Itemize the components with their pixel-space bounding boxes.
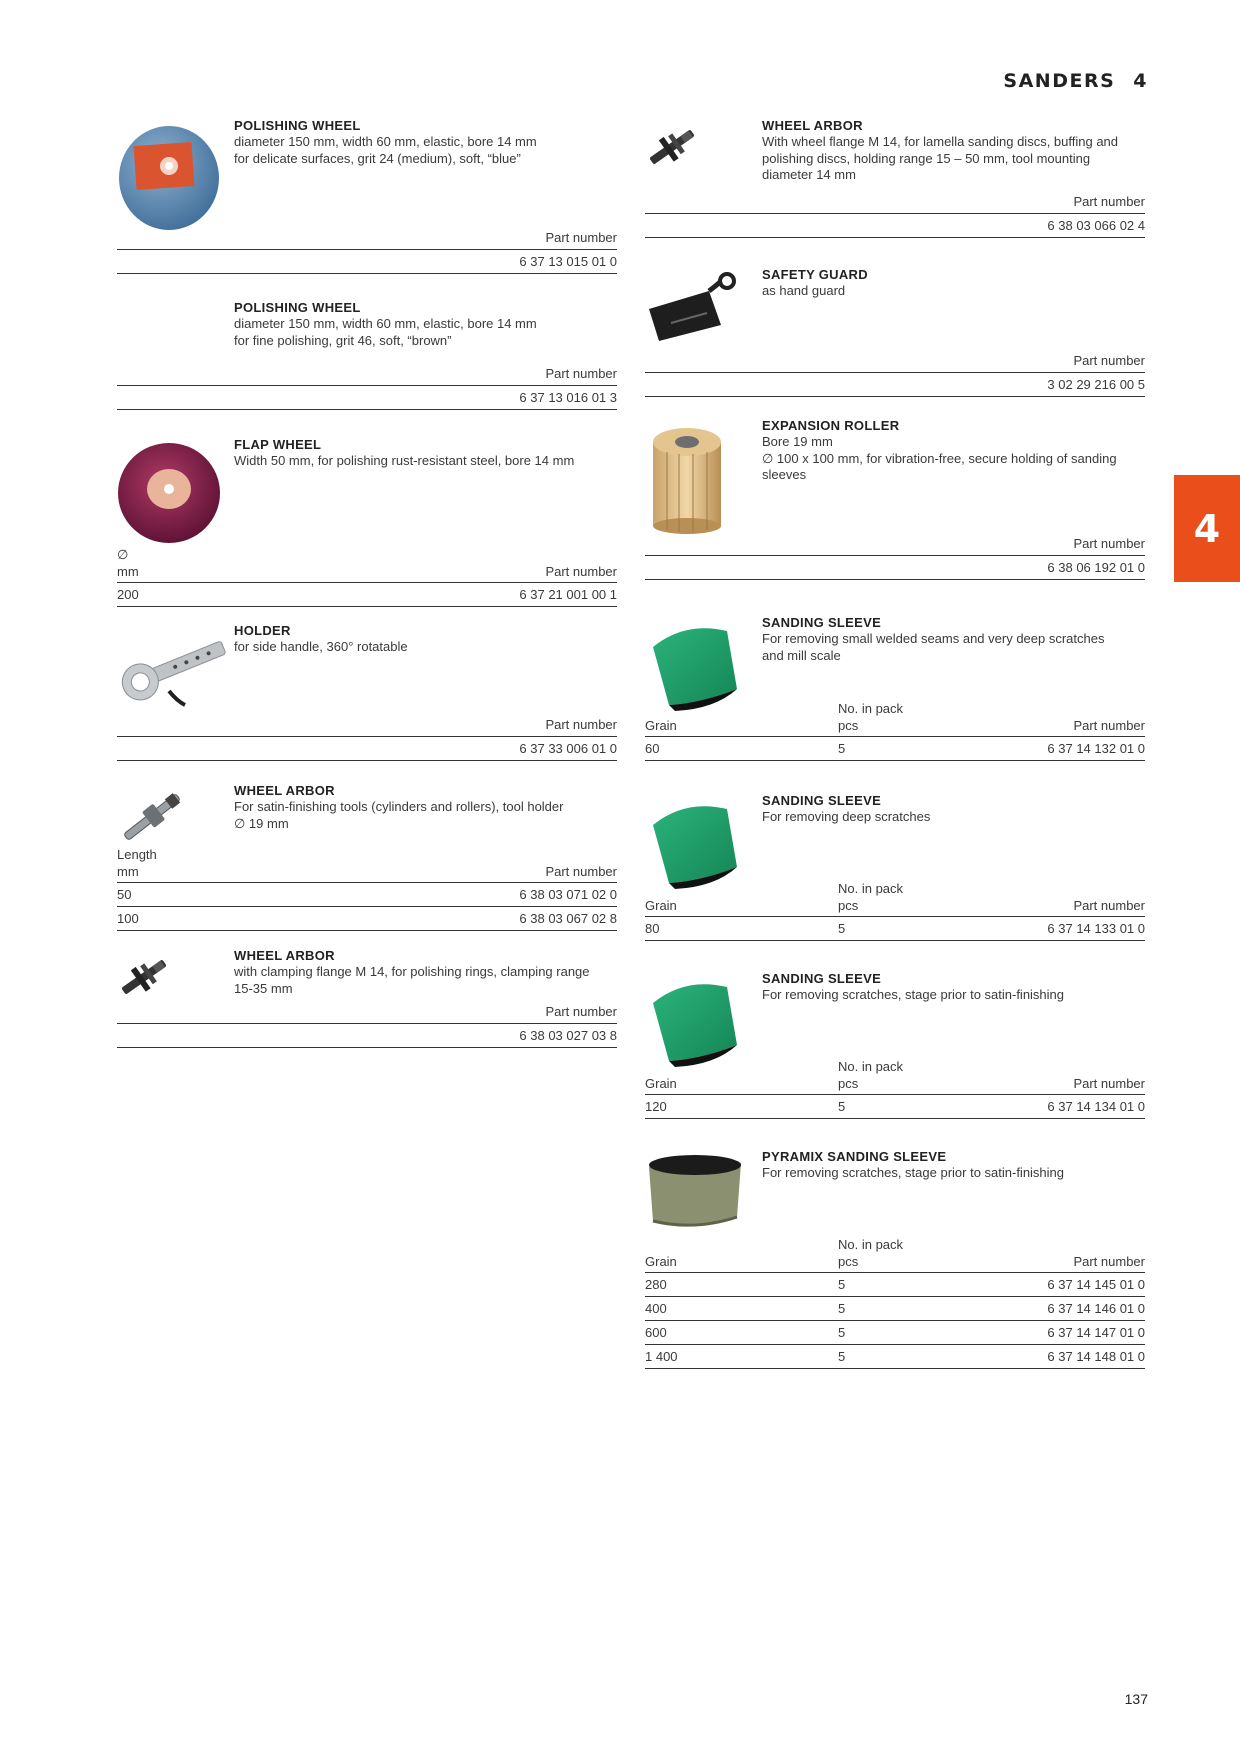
spec-cell: 1 400 <box>645 1345 838 1369</box>
product-title: PYRAMIX SANDING SLEEVE <box>762 1149 947 1164</box>
spec-cell <box>838 213 1043 237</box>
chapter-tab[interactable]: 4 <box>1174 475 1240 582</box>
spec-header: Grain <box>645 1059 838 1095</box>
spec-cell <box>838 555 1043 579</box>
product-description: For removing scratches, stage prior to satin-finishing <box>762 987 1065 1002</box>
product-title: HOLDER <box>234 623 291 638</box>
product-description: Width 50 mm, for polishing rust-resistant steel, bore 14 mm <box>234 453 575 468</box>
spec-header: Part number <box>1043 701 1145 737</box>
table-row <box>117 1023 617 1047</box>
spec-header: Part number <box>117 366 617 385</box>
part-number: 6 38 06 192 01 0 <box>1043 555 1145 579</box>
product-image <box>645 118 762 188</box>
product-block <box>645 793 1145 941</box>
spec-header: Part number <box>262 847 617 883</box>
product-title: SANDING SLEEVE <box>762 971 882 986</box>
product-block <box>645 971 1145 1119</box>
product-block <box>645 267 1145 397</box>
spec-header: Part number <box>1043 536 1145 555</box>
spec-header: No. in pack pcs <box>838 701 1043 737</box>
product-description: For removing small welded seams and very deep scratches and mill scale <box>762 631 1105 663</box>
spec-cell: 600 <box>645 1321 838 1345</box>
product-image <box>117 300 234 362</box>
product-description: diameter 150 mm, width 60 mm, elastic, bore 14 mm for fine polishing, grit 46, soft, “brown” <box>234 316 537 348</box>
table-row <box>117 385 617 409</box>
table-row <box>645 555 1145 579</box>
product-block <box>645 418 1145 580</box>
table-row <box>645 213 1145 237</box>
spec-cell: 60 <box>645 737 838 761</box>
product-image <box>117 948 234 1000</box>
product-block <box>117 437 617 607</box>
table-row <box>645 1321 1145 1345</box>
spec-cell: 5 <box>838 1321 1043 1345</box>
part-number: 6 37 14 146 01 0 <box>1043 1297 1145 1321</box>
product-description: for side handle, 360° rotatable <box>234 639 408 654</box>
spec-header: No. in pack pcs <box>838 1059 1043 1095</box>
product-image <box>645 267 762 347</box>
table-row <box>645 1273 1145 1297</box>
table-row <box>117 907 617 931</box>
product-description: with clamping flange M 14, for polishing rings, clamping range 15-35 mm <box>234 964 590 996</box>
spec-header: Part number <box>1043 1059 1145 1095</box>
table-row <box>645 917 1145 941</box>
spec-table <box>117 847 617 931</box>
page-header <box>1003 70 1148 92</box>
part-number: 6 38 03 071 02 0 <box>262 883 617 907</box>
product-block <box>117 783 617 931</box>
spec-cell: 5 <box>838 917 1043 941</box>
product-title: WHEEL ARBOR <box>234 948 335 963</box>
product-block <box>117 623 617 761</box>
spec-cell: 200 <box>117 583 208 607</box>
spec-header: Part number <box>117 230 617 249</box>
table-row <box>117 883 617 907</box>
product-image <box>645 418 762 530</box>
part-number: 6 37 21 001 00 1 <box>208 583 617 607</box>
product-title: WHEEL ARBOR <box>234 783 335 798</box>
part-number: 6 37 14 148 01 0 <box>1043 1345 1145 1369</box>
section-title: SANDERS <box>1003 70 1116 92</box>
part-number: 6 38 03 067 02 8 <box>262 907 617 931</box>
spec-header: Part number <box>1043 1237 1145 1273</box>
spec-table <box>645 353 1145 397</box>
table-row <box>117 583 617 607</box>
spec-header: Grain <box>645 701 838 737</box>
part-number: 6 37 33 006 01 0 <box>117 736 617 760</box>
spec-cell: 120 <box>645 1095 838 1119</box>
spec-header: Part number <box>208 547 617 583</box>
spec-table <box>117 717 617 761</box>
product-title: SAFETY GUARD <box>762 267 868 282</box>
product-block <box>645 118 1145 238</box>
product-block <box>117 118 617 274</box>
spec-cell <box>645 372 838 396</box>
spec-header: Grain <box>645 1237 838 1273</box>
spec-header: Part number <box>117 717 617 736</box>
spec-table <box>117 230 617 274</box>
spec-header: Part number <box>1043 353 1145 372</box>
spec-cell: 5 <box>838 1095 1043 1119</box>
spec-header: No. in pack pcs <box>838 881 1043 917</box>
spec-header <box>645 536 838 555</box>
product-image <box>645 971 762 1053</box>
part-number: 6 37 13 015 01 0 <box>117 249 617 273</box>
product-description: For satin-finishing tools (cylinders and rollers), tool holder ∅ 19 mm <box>234 799 564 831</box>
product-description: diameter 150 mm, width 60 mm, elastic, bore 14 mm for delicate surfaces, grit 24 (medium), soft, “blue” <box>234 134 537 166</box>
product-block <box>117 948 617 1048</box>
spec-cell: 50 <box>117 883 262 907</box>
spec-cell: 5 <box>838 1297 1043 1321</box>
product-image <box>645 793 762 875</box>
product-image <box>117 118 234 222</box>
spec-cell: 5 <box>838 1273 1043 1297</box>
part-number: 6 38 03 027 03 8 <box>117 1023 617 1047</box>
spec-cell: 5 <box>838 737 1043 761</box>
spec-table <box>117 366 617 410</box>
spec-header <box>838 353 1043 372</box>
table-row <box>645 1345 1145 1369</box>
spec-table <box>645 194 1145 238</box>
part-number: 6 37 13 016 01 3 <box>117 385 617 409</box>
spec-header: ∅ mm <box>117 547 208 583</box>
product-block <box>645 615 1145 761</box>
chapter-number: 4 <box>1133 70 1148 92</box>
part-number: 6 37 14 134 01 0 <box>1043 1095 1145 1119</box>
table-row <box>117 736 617 760</box>
spec-table <box>117 547 617 607</box>
spec-header: Length mm <box>117 847 262 883</box>
part-number: 6 37 14 133 01 0 <box>1043 917 1145 941</box>
spec-cell: 280 <box>645 1273 838 1297</box>
spec-cell <box>838 372 1043 396</box>
product-title: EXPANSION ROLLER <box>762 418 900 433</box>
product-description: Bore 19 mm ∅ 100 x 100 mm, for vibration-free, secure holding of sanding sleeves <box>762 434 1117 482</box>
spec-table <box>645 881 1145 941</box>
spec-cell: 5 <box>838 1345 1043 1369</box>
spec-cell <box>645 213 838 237</box>
product-title: POLISHING WHEEL <box>234 300 361 315</box>
spec-cell <box>645 555 838 579</box>
spec-header: No. in pack pcs <box>838 1237 1043 1273</box>
product-description: For removing scratches, stage prior to satin-finishing <box>762 1165 1065 1180</box>
spec-header: Part number <box>1043 194 1145 213</box>
spec-table <box>645 1059 1145 1119</box>
product-block <box>117 300 617 410</box>
product-title: POLISHING WHEEL <box>234 118 361 133</box>
product-image <box>117 783 234 843</box>
product-title: SANDING SLEEVE <box>762 793 882 808</box>
product-block <box>645 1149 1145 1369</box>
part-number: 6 37 14 147 01 0 <box>1043 1321 1145 1345</box>
spec-header <box>838 536 1043 555</box>
part-number: 6 37 14 145 01 0 <box>1043 1273 1145 1297</box>
table-row <box>117 249 617 273</box>
product-description: For removing deep scratches <box>762 809 931 824</box>
spec-cell: 100 <box>117 907 262 931</box>
table-row <box>645 1297 1145 1321</box>
table-row <box>645 372 1145 396</box>
spec-table <box>645 1237 1145 1369</box>
product-description: as hand guard <box>762 283 846 298</box>
product-image <box>645 615 762 695</box>
spec-header <box>645 194 838 213</box>
product-title: WHEEL ARBOR <box>762 118 863 133</box>
spec-header: Part number <box>1043 881 1145 917</box>
part-number: 3 02 29 216 00 5 <box>1043 372 1145 396</box>
product-title: FLAP WHEEL <box>234 437 322 452</box>
product-image <box>117 623 234 713</box>
spec-cell: 400 <box>645 1297 838 1321</box>
spec-table <box>645 536 1145 580</box>
product-image <box>117 437 234 541</box>
spec-header: Part number <box>117 1004 617 1023</box>
spec-header <box>645 353 838 372</box>
product-image <box>645 1149 762 1231</box>
spec-table <box>117 1004 617 1048</box>
spec-header: Grain <box>645 881 838 917</box>
spec-cell: 80 <box>645 917 838 941</box>
table-row <box>645 1095 1145 1119</box>
table-row <box>645 737 1145 761</box>
product-title: SANDING SLEEVE <box>762 615 882 630</box>
product-description: With wheel flange M 14, for lamella sanding discs, buffing and polishing discs, holding range 15 – 50 mm, tool mounting diameter 14 mm <box>762 134 1119 182</box>
page-number: 137 <box>1124 1691 1148 1707</box>
part-number: 6 38 03 066 02 4 <box>1043 213 1145 237</box>
part-number: 6 37 14 132 01 0 <box>1043 737 1145 761</box>
spec-header <box>838 194 1043 213</box>
